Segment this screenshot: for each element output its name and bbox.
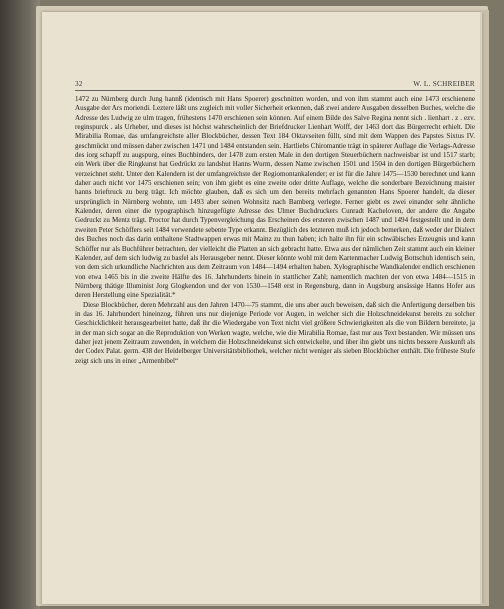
page-edge — [483, 10, 489, 606]
paragraph-2: Diese Blockbücher, deren Mehrzahl aus den Jahren 1470—75 stammt, die uns aber auch beweisen, daß sich die Anfertigung derselben bis in das 16. Jahrhundert hineinzog, führen uns nur diejenige Periode vor Augen, in welcher sich die Holzschneidekunst bereits zu solcher Geschicklichkeit herausgearbeitet hatte, daß ihr die Wiedergabe von Text nicht viel größere Schwierigkeiten als die von Bildern bereitete, ja in der man sich sogar an die Reproduktion von Werken wagte, welche, wie die Mirabilia Romae, fast nur aus Text bestanden. Wir müssen uns daher jezt jenem Zeitraum zuwenden, in welchem die Holzschneidekunst sich entwickelte, und über ihn giebt uns nichts bessere Auskunft als der Codex Palat. germ. 438 der Heidelberger Universitätsbibliothek, welcher nicht weniger als sieben Blockbücher enthält. Die früheste Stufe zeigt sich uns in einer „Armenbibel“ — [75, 300, 475, 365]
book-page — [42, 12, 482, 604]
running-head-title: W. L. SCHREIBER — [413, 80, 475, 88]
page-number: 32 — [75, 80, 83, 88]
header-rule — [75, 90, 475, 91]
paragraph-1: 1472 zu Nürnberg durch Jung hannß (identisch mit Hans Spoerer) geschnitten worden, und von ihm stammt auch eine 1473 erschienene Ausgabe der Ars moriendi. Leztere läßt uns zugleich mit voller Sicherheit erkennen, daß zwei andere Ausgaben desselben Buches, welche die Adresse des Ludwig ze ulm tragen, frühestens 1470 erschienen sein können. Auf einem Bilde des Salve Regina nennt sich . lienhart . z . ezv. reginspurck . als Urheber, und dieses ist höchst wahrscheinlich der Briefdrucker Lienhart Wolff, der 1463 dort das Bürgerrecht erhielt. Die Mirabilia Romae, das umfangreichste aller Blockbücher, dessen Text 184 Oktavseiten füllt, sind mit dem Wappen des Papstes Sixtus IV. geschmückt und müssen daher zwischen 1471 und 1484 entstanden sein. Hartliebs Chiromantie trägt in späterer Auflage die Verlags-Adresse des iorg schapff zu augspurg, eines Buchbinders, der 1478 zum ersten Male in den dortigen Steuerbüchern nachweisbar ist und 1517 starb; ein Werk über die Ringkunst hat Gedrückt zu landshut Hanns Wurm, dessen Name zwischen 1501 und 1504 in den dortigen Bürgerbüchern verzeichnet steht. Unter den Kalendern ist der umfangreichste der Regiomontankalender; er ist für die Jahre 1475—1530 berechnet und kann daher auch nicht vor 1475 erschienen sein; von ihm giebt es eine zweite oder dritte Auflage, welche die sonderbare Bezeichnung maister hanns brieftruck zu berg trägt. Ich möchte glauben, daß es sich um den bereits mehrfach genannten Hans Spoerer handelt, da dieser ursprünglich in Nürnberg wohnte, um 1493 aber seinen Wohnsitz nach Bamberg verlegte. Ferner giebt es zwei einander sehr ähnliche Kalender, deren einer die typographisch hinzugefügte Adresse des Ulmer Buchdruckers Cunradt Kacheloven, der andere die Angabe Gedruckt zu Mentz trägt. Proctor hat durch Typenvergleichung das Erscheinen des ersteren zwischen 1487 und 1494 festgestellt und in dem zweiten Peter Schöffers seit 1484 verwendete sebente Type erkannt. Bezüglich des letzteren muß ich jedoch bemerken, daß weder der Dialect des Buches noch das darin enthaltene Stadtwappen erwas mit Mainz zu thun haben; ich halte ihn für ein schwäbisches Erzeugnis und kann Schöffer nur als Buchführer betrachten, der vielleicht die Platten an sich gebracht hatte. Etwa aus der nämlichen Zeit stammt auch ein kleiner Kalender, auf dem sich ludwig zu basfel als Herausgeber nennt. Dieser könnte wohl mit dem Kartenmacher Ludwig Bottschuh identisch sein, von dem sich urkundliche Nachrichten aus dem Zeitraum von 1484—1494 erhalten haben. Xylographische Wandkalender endlich erschienen von etwa 1465 bis in die zweite Hälfte des 16. Jahrhunderts hinein in stattlicher Zahl; namentlich machten der von etwa 1484—1515 in Nürnberg thätige Illuminist Jorg Glogkendon und der von 1530—1548 erst in Regensburg, dann in Augsburg ansässige Hanns Hofer aus deren Herstellung eine Spezialität.* — [75, 95, 475, 300]
running-header — [75, 80, 475, 88]
book-gutter-shadow — [0, 0, 40, 609]
body-text — [75, 95, 475, 366]
